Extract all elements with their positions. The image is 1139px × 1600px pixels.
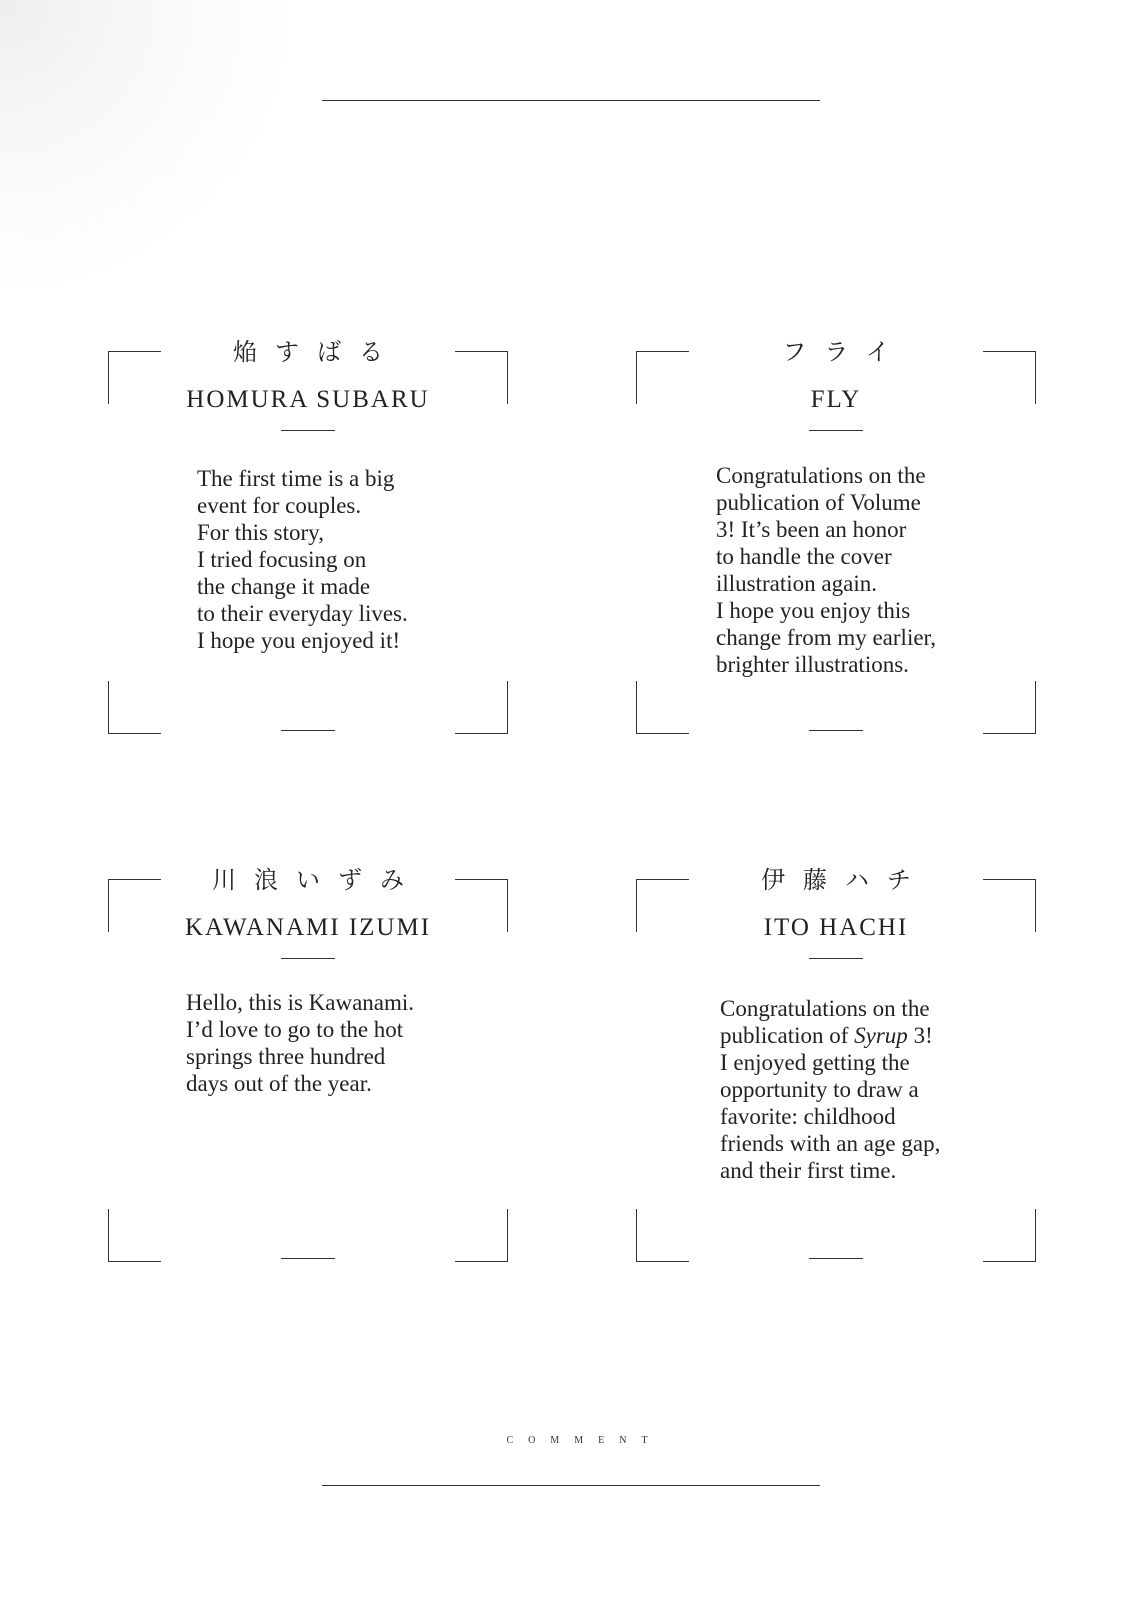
corner-bracket-bottom-left (108, 681, 161, 734)
comment-line: change from my earlier, (716, 625, 937, 650)
comment-line: I enjoyed getting the (720, 1050, 910, 1075)
panel-bottom-divider (281, 730, 335, 731)
comment-line: I’d love to go to the hot (186, 1017, 404, 1042)
comment-panel-ito-hachi (636, 865, 1036, 1265)
comment-line-lead: publication of (720, 1023, 855, 1048)
comment-line: opportunity to draw a (720, 1077, 919, 1102)
comment-line-with-title (720, 1022, 940, 1049)
comment-line: to handle the cover (716, 544, 892, 569)
comment-line: springs three hundred (186, 1044, 386, 1069)
author-english-name: KAWANAMI IZUMI (184, 914, 432, 941)
page-section-label: COMMENT (506, 1435, 663, 1446)
comment-line-tail: 3! (907, 1023, 933, 1048)
author-english-name: ITO HACHI (763, 914, 909, 941)
comment-line: brighter illustrations. (716, 652, 909, 677)
name-divider (281, 958, 335, 959)
comment-line: event for couples. (197, 493, 362, 518)
comment-line: publication of Volume (716, 490, 921, 515)
author-comment (186, 989, 414, 1097)
author-japanese-name: 伊藤ハチ (761, 866, 929, 894)
comment-panel-fly (636, 337, 1036, 737)
author-comment (197, 465, 408, 654)
author-comment (716, 462, 936, 678)
book-title: Syrup (854, 1023, 908, 1048)
author-japanese-name: 焔すばる (233, 338, 401, 366)
author-comment (720, 995, 940, 1184)
name-divider (809, 430, 863, 431)
comment-line: 3! It’s been an honor (716, 517, 907, 542)
comment-line: I hope you enjoyed it! (197, 628, 401, 653)
comment-line: friends with an age gap, (720, 1131, 941, 1156)
name-divider (281, 430, 335, 431)
paper-sheen (0, 0, 300, 300)
comment-line: Congratulations on the (720, 996, 930, 1021)
panel-bottom-divider (809, 730, 863, 731)
comment-line: illustration again. (716, 571, 877, 596)
author-english-name: HOMURA SUBARU (186, 386, 430, 413)
comment-line: days out of the year. (186, 1071, 372, 1096)
corner-bracket-bottom-right (455, 681, 508, 734)
bottom-rule (322, 1485, 820, 1486)
comment-line: and their first time. (720, 1158, 897, 1183)
comment-line: For this story, (197, 520, 324, 545)
comment-line: I tried focusing on (197, 547, 367, 572)
name-divider (809, 958, 863, 959)
comment-line: favorite: childhood (720, 1104, 896, 1129)
comment-line: I hope you enjoy this (716, 598, 911, 623)
corner-bracket-bottom-right (455, 1209, 508, 1262)
corner-bracket-bottom-right (983, 1209, 1036, 1262)
author-japanese-name: 川浪いずみ (212, 866, 422, 894)
author-english-name: FLY (810, 386, 862, 413)
corner-bracket-bottom-left (636, 1209, 689, 1262)
comment-line: the change it made (197, 574, 371, 599)
corner-bracket-bottom-right (983, 681, 1036, 734)
corner-bracket-bottom-left (108, 1209, 161, 1262)
comment-line: Hello, this is Kawanami. (186, 990, 415, 1015)
comment-line: The first time is a big (197, 466, 395, 491)
comment-panel-homura-subaru (108, 337, 508, 737)
comment-panel-kawanami-izumi (108, 865, 508, 1265)
panel-bottom-divider (281, 1258, 335, 1259)
panel-bottom-divider (809, 1258, 863, 1259)
author-japanese-name: フライ (782, 338, 908, 366)
corner-bracket-bottom-left (636, 681, 689, 734)
comment-line: to their everyday lives. (197, 601, 408, 626)
comment-line: Congratulations on the (716, 463, 926, 488)
top-rule (322, 100, 820, 101)
